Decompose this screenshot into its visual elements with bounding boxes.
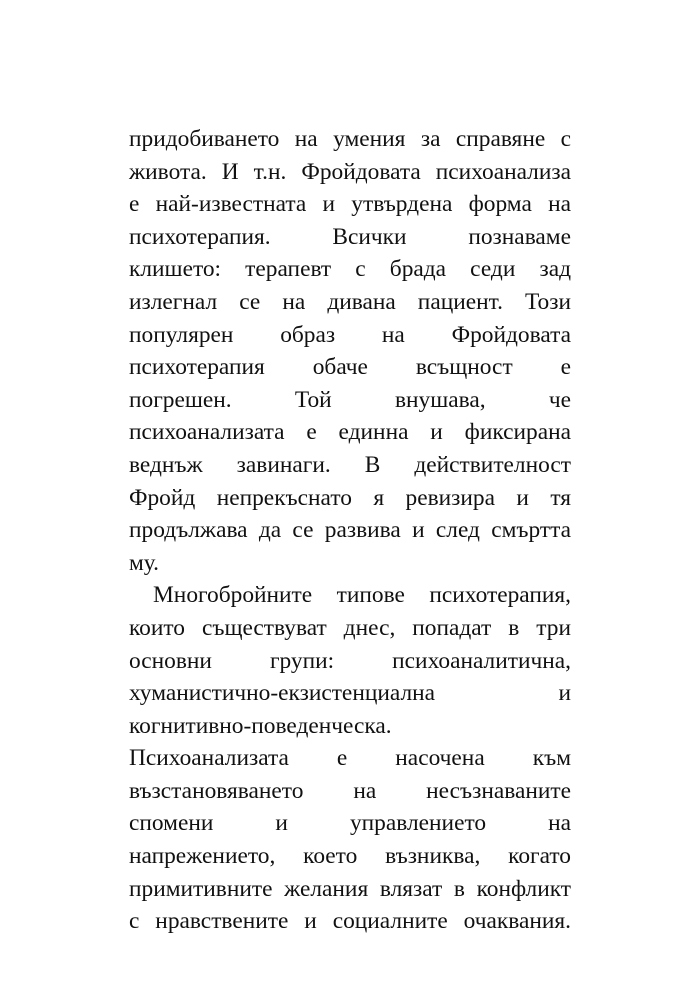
paragraph-1 xyxy=(129,123,571,579)
text-line: клишето: терапевт с брада седи зад xyxy=(129,256,571,283)
book-page xyxy=(129,123,571,938)
text-line: Психоанализата е насочена към xyxy=(129,745,571,772)
text-line: хуманистично-екзистенциална и xyxy=(129,680,571,707)
text-line: продължава да се развива и след смъртта xyxy=(129,517,571,544)
text-line: спомени и управлението на xyxy=(129,810,571,837)
text-line: психотерапия обаче всъщност е xyxy=(129,354,571,381)
text-line: когнитивно-поведенческа. xyxy=(129,712,392,739)
text-line: психоанализата е единна и фиксирана xyxy=(129,419,571,446)
text-line: Многобройните типове психотерапия, xyxy=(153,582,571,609)
text-line: Фройд непрекъснато я ревизира и тя xyxy=(129,484,571,511)
text-line: живота. И т.н. Фройдовата психоанализа xyxy=(129,158,571,185)
text-line: му. xyxy=(129,549,160,576)
text-line: погрешен. Той внушава, че xyxy=(129,386,571,413)
text-line: възстановяването на несъзнаваните xyxy=(129,777,571,804)
text-line: с нравствените и социалните очаквания. xyxy=(129,908,571,935)
text-line: психотерапия. Всички познаваме xyxy=(129,223,571,250)
text-line: които съществуват днес, попадат в три xyxy=(129,614,571,641)
text-line: придобиването на умения за справяне с xyxy=(129,126,571,152)
text-line: напрежението, което възниква, когато xyxy=(129,843,571,870)
text-line: примитивните желания влязат в конфликт xyxy=(129,875,571,902)
text-line: е най-известната и утвърдена форма на xyxy=(129,191,571,218)
paragraph-2 xyxy=(129,579,571,938)
text-line: популярен образ на Фройдовата xyxy=(129,321,571,348)
text-line: основни групи: психоаналитична, xyxy=(129,647,571,674)
text-line: веднъж завинаги. В действителност xyxy=(129,451,571,478)
text-line: излегнал се на дивана пациент. Този xyxy=(129,288,571,315)
